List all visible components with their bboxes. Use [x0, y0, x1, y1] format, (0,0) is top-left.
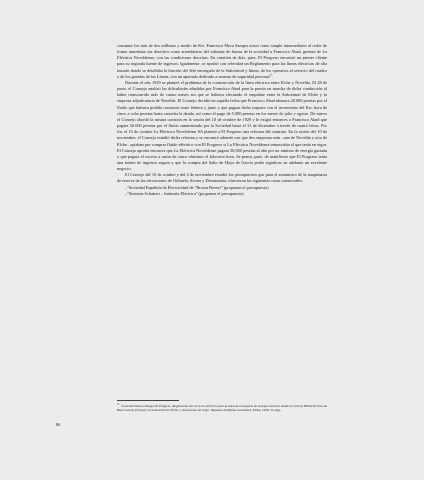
footnote-lead: Sociedad Nuevos Riegos El Progreso,: [121, 404, 173, 408]
footnote-tail: . Imprenta de Matías Gonzálvez, Elche, 1928, 11 págs.: [208, 408, 282, 413]
footnote-title: Reglamento del servicio eléctrico para la línea de transporte de energía eléctrica desde la Central Hidroeléctrica de Hoya García (Cieza) a la Subcentral de Elche, y elevaciones de riego: [117, 404, 327, 413]
page-number: 86: [56, 422, 61, 427]
paragraph-1: [117, 43, 327, 80]
paragraph-3: El Consejo del 10 de octubre y del 2 de noviembre estudió los presupuestos que para el suministro de la maquinaria de reserva de las elevaciones de Orihuela, Sivaes y Derramador, ofrecieron las siguientes casas comerciales:: [117, 172, 327, 184]
footnote-ref[interactable]: 11: [269, 72, 273, 77]
paragraph-1-text: consumir los más de dos millones y medio de Kw. Francisco Mora Samper actuó como simple intermediario al ceder de forma inmediata sus derechos como arrendatario del sobrante de fuerza de la sociedad a Francisco Abad, gerente de La Eléctrica Noveldense, con las condiciones descritas. En cuestión de días, pues, El Progreso encontró un primer cliente para su segunda fuente de ingresos. Igualmente, se aprobó con celeridad un Reglamento para las líneas eléctricas de alta tensión donde se detallaba la función del Jefe encargado de la Subcentral y líneas, de los operarios al servicio del cuadro y de los guardas de las Líneas, con un apartado dedicado a normas de seguridad personal: [117, 43, 327, 79]
paragraph-1-tail: .: [272, 73, 274, 79]
list-item-brown-boveri: –"Sociedad Española de Electricidad de "Brown Boveri" (proponen el presupuesto): [125, 184, 269, 190]
footnote-number: 11: [117, 402, 120, 406]
body-text: [117, 43, 327, 197]
list-item-siemens: –"Siemens Schukert – Industria Eléctrica" (proponen el presupuesto).: [125, 190, 245, 196]
footnote-divider: [117, 400, 179, 401]
footnote: [117, 404, 327, 413]
paragraph-2: Durante el año 1929 se planteó el problema de la construcción de la línea eléctrica entre Elche y Novelda. El 28 de junio, el Consejo analizó las dificultades añadidas por Francisco Abad para la puesta en marcha de dicha conducción al haber transcurrido más de cuatro meses sin que se hubiera efectuado el empalme entre la Subcentral de Elche y la empresa adjudicataria de Novelda. El Consejo decidió en aquella fecha que Francisco Abad abonara 20.000 pesetas por el fluido que hubiera podido consumir entre febrero y junio y que pagara dicho importe con el incremento del Kw. hora de cinco a ocho pesetas hasta cancelar la deuda, así como el pago de 5.000 pesetas en los meses de julio y agosto. De nuevo el Consejo abordó la misma cuestión en la sesión del 10 de octubre de 1929 y le exigió entonces a Francisco Abad que pagara 50.000 pesetas por el fluido suministrado por la Sociedad hasta el 31 de diciembre a través de cuatro letras. Por fin, el 15 de octubre La Eléctrica Noveldense SA planteó a El Progreso una reforma del contrato. En la sesión del 10 de noviembre, el Consejo estudió dicha reforma y se encontró además con que dos empresas más –una de Novelda y otra de Elche– optaban por comprar fluido eléctrico con El Progreso si La Eléctrica Noveldense renunciaba al que tenía en vigor. El Consejo aprobó entonces que La Eléctrica Noveldense pagara 50.000 pesetas al año por un mínimo de energía gastada y que pagara el exceso a razón de cinco céntimos el kilovatio hora. Se pensó, pues, de manifiesto que El Progreso tenía una fuente de ingresos segura y que la compra del Salto de Hoya de García podía significar en adelante un excelente negocio.: [117, 79, 327, 172]
